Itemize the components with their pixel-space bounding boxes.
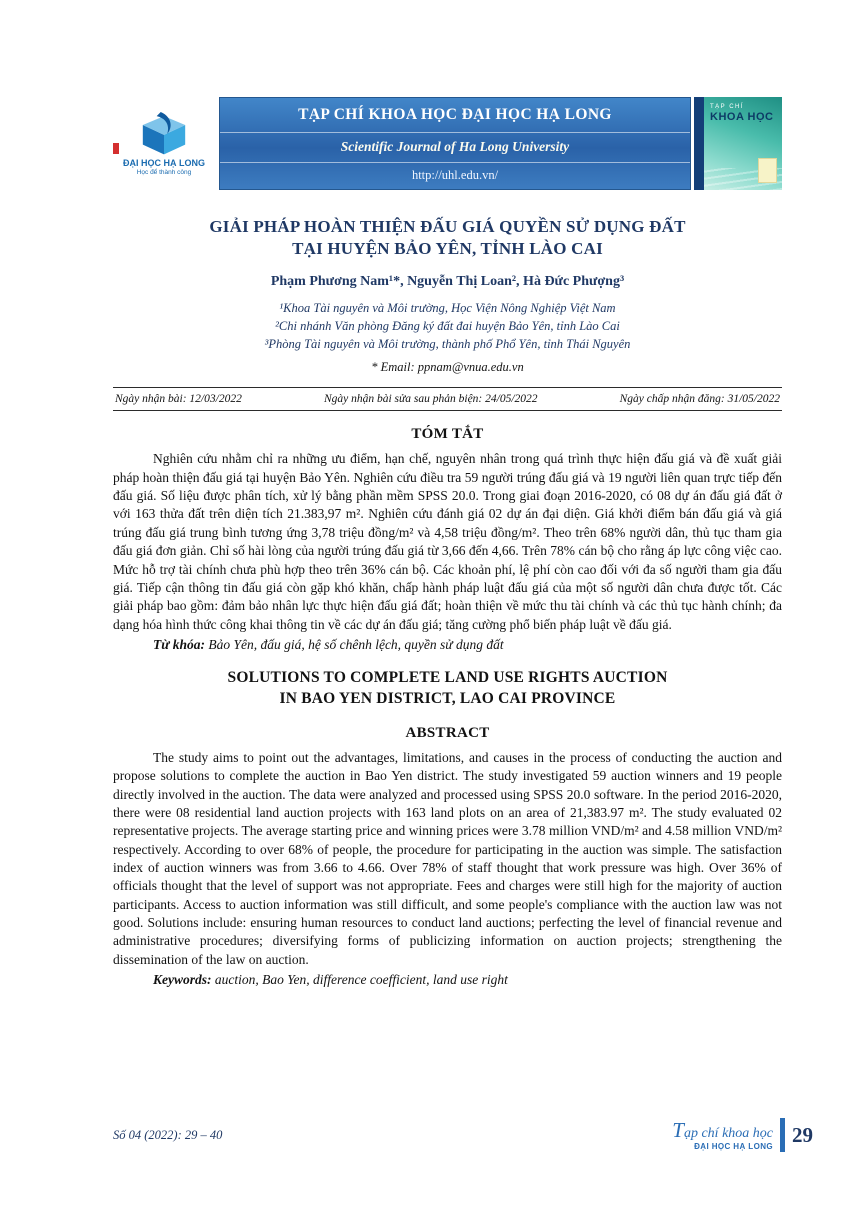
cover-journal-label: TẠP CHÍ <box>710 104 745 110</box>
affiliation-1: ¹Khoa Tài nguyên và Môi trường, Học Viện Nông Nghiệp Việt Nam <box>279 300 616 315</box>
journal-cover-thumbnail <box>694 97 782 190</box>
abstract-en-heading: ABSTRACT <box>405 724 490 741</box>
date-received: Ngày nhận bài: 12/03/2022 <box>115 393 242 406</box>
article-title-en-line1: SOLUTIONS TO COMPLETE LAND USE RIGHTS AUCTION <box>227 668 668 686</box>
issue-info: Số 04 (2022): 29 – 40 <box>113 1127 223 1142</box>
date-accepted: Ngày chấp nhận đăng: 31/05/2022 <box>619 393 780 406</box>
keywords-en-line <box>113 972 782 988</box>
footer-journal-text <box>672 1117 773 1151</box>
authors-line: Phạm Phương Nam¹*, Nguyễn Thị Loan², Hà Đức Phượng³ <box>270 273 625 289</box>
keywords-en-text: auction, Bao Yen, difference coefficient, land use right <box>214 972 508 988</box>
cover-spine-strip <box>694 97 704 190</box>
journal-url-link[interactable]: http://uhl.edu.vn/ <box>411 168 499 183</box>
corresponding-email: * Email: ppnam@vnua.edu.vn <box>371 360 524 375</box>
footer-divider-bar <box>780 1118 785 1152</box>
journal-title-vietnamese: TẠP CHÍ KHOA HỌC ĐẠI HỌC HẠ LONG <box>220 98 690 133</box>
journal-header-banner <box>113 97 782 190</box>
cover-title: KHOA HỌC <box>710 111 774 123</box>
cover-text-block <box>710 104 773 123</box>
keywords-vi-line <box>113 637 782 653</box>
affiliation-2: ²Chi nhánh Văn phòng Đăng ký đất đai huyện Bảo Yên, tỉnh Lào Cai <box>275 319 620 333</box>
journal-masthead <box>219 97 691 190</box>
abstract-en-body: The study aims to point out the advantages, limitations, and causes in the process of conducting the auction and propose solutions to complete the auction in Bao Yen district. The study investigated 59 auction winners and 19 people directly involved in the auction. The data were analyzed and processed using SPSS 20.0 software. In the period 2016-2020, there were 08 residential land auction projects with 163 land plots on an area of 21,383.97 m². The study evaluated 02 representative projects. The average starting price and winning prices were 3.78 million VND/m² and 4.58 million VND/m² respectively. According to over 68% of people, the procedure for participating in the auction was simple. The satisfaction index of auction winners was from 3.66 to 4.66. Over 78% of staff thought that work pressure was high. Over 36% of officials thought that the level of support was not appropriate. Fees and charges were still high for the majority of auction participants. Access to auction information was still difficult, and some people's compliance with the auction law was not good. Solutions include: ensuring human resources to conduct land auctions; perfecting the level of financial revenue and administrative procedures; diversifying forms of publicizing information on auction projects; strengthening the dissemination of the law on auction. <box>113 749 782 967</box>
abstract-vi-heading: TÓM TẮT <box>411 426 484 443</box>
page-number: 29 <box>792 1122 813 1147</box>
logo-red-mark <box>113 143 119 154</box>
article-title-en <box>113 668 782 710</box>
article-title-vi-line1: GIẢI PHÁP HOÀN THIỆN ĐẤU GIÁ QUYỀN SỬ DỤNG ĐẤT <box>209 217 686 236</box>
footer-university-name: ĐẠI HỌC HẠ LONG <box>694 1141 773 1151</box>
article-title-vi-line2: TẠI HUYỆN BẢO YÊN, TỈNH LÀO CAI <box>292 239 603 259</box>
university-logo-block <box>113 97 219 190</box>
footer-journal-script: Tạp chí khoa học <box>672 1117 773 1142</box>
cover-accent-box <box>758 158 777 183</box>
university-logo-icon <box>133 112 195 156</box>
keywords-vi-label: Từ khóa: <box>153 636 205 652</box>
keywords-vi-text: Bảo Yên, đấu giá, hệ số chênh lệch, quyền sử dụng đất <box>208 636 504 652</box>
affiliations-block <box>113 299 782 377</box>
journal-title-english: Scientific Journal of Ha Long University <box>220 133 690 163</box>
article-title-en-line2: IN BAO YEN DISTRICT, LAO CAI PROVINCE <box>279 689 616 707</box>
keywords-en-label: Keywords: <box>153 972 212 988</box>
footer-journal-mark <box>672 1118 813 1152</box>
page-footer <box>113 1118 813 1152</box>
logo-slogan: Học để thành công <box>136 168 192 176</box>
article-title-vi <box>113 216 782 261</box>
affiliation-3: ³Phòng Tài nguyên và Môi trường, thành phố Phổ Yên, tỉnh Thái Nguyên <box>264 337 631 352</box>
date-revised: Ngày nhận bài sửa sau phản biện: 24/05/2022 <box>323 393 538 406</box>
abstract-vi-body: Nghiên cứu nhằm chỉ ra những ưu điểm, hạn chế, nguyên nhân trong quá trình thực hiện đấu giá và đề xuất giải pháp hoàn thiện đấu giá tại huyện Bảo Yên. Nghiên cứu điều tra 59 người trúng đấu giá và 19 người liên quan trực tiếp đến đấu giá. Số liệu được phân tích, xử lý bằng phần mềm SPSS 20.0. Trong giai đoạn 2016-2020, có 08 dự án đấu giá đất ở với 163 thửa đất trên diện tích 21.383,97 m². Nghiên cứu đánh giá 02 dự án đại diện. Giá khởi điểm bán đấu giá và giá trúng đấu giá trung bình tương ứng 3,78 triệu đồng/m² và 4,58 triệu đồng/m². Theo trên 68% người dân, thủ tục tham gia đấu giá đơn giản. Chỉ số hài lòng của người trúng đấu giá từ 3,66 đến 4,66. Trên 78% cán bộ cho rằng áp lực công việc cao. Mức hỗ trợ tài chính chưa phù hợp theo trên 36% cán bộ. Các khoản phí, lệ phí còn cao đối với đa số người tham gia đấu giá. Tiếp cận thông tin đấu giá còn gặp khó khăn, chấp hành pháp luật đấu giá của một số người dân chưa được tốt. Các giải pháp bao gồm: đảm bảo nhân lực thực hiện đấu giá đất; hoàn thiện về mức thu tài chính và các thủ tục hành chính; đa dạng hóa hình thức công khai thông tin về các dự án đấu giá; tăng cường phổ biến pháp luật về đấu giá. <box>113 451 782 632</box>
logo-university-name: ĐẠI HỌC HẠ LONG <box>123 157 205 168</box>
dates-bar <box>113 387 782 411</box>
